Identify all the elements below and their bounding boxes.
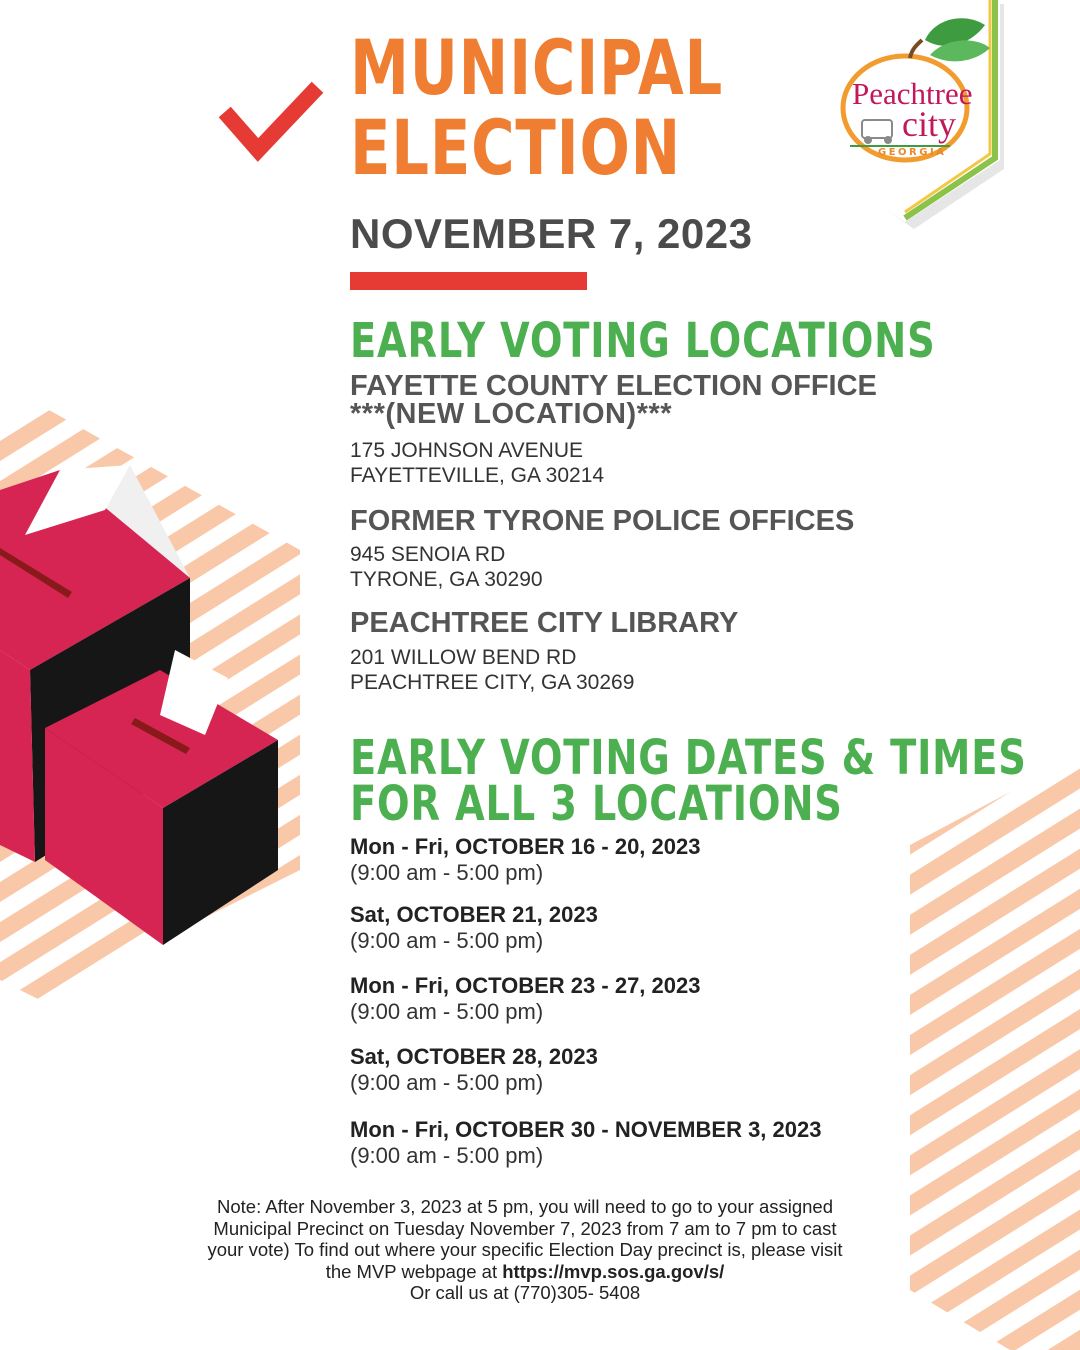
schedule-dates: Mon - Fri, OCTOBER 30 - NOVEMBER 3, 2023 (350, 1117, 822, 1142)
location-address-3 (350, 645, 634, 695)
footer-note (150, 1196, 900, 1304)
schedule-item (350, 973, 700, 1025)
address-line: FAYETTEVILLE, GA 30214 (350, 464, 605, 487)
logo-word-peachtree: Peachtree (852, 76, 973, 111)
location-name-2: FORMER TYRONE POLICE OFFICES (350, 505, 855, 537)
location-address-2 (350, 542, 543, 592)
schedule-dates: Sat, OCTOBER 28, 2023 (350, 1044, 598, 1069)
schedule-item (350, 834, 700, 886)
locations-heading: EARLY VOTING LOCATIONS (350, 313, 936, 369)
address-line: 201 WILLOW BEND RD (350, 646, 577, 669)
address-line: PEACHTREE CITY, GA 30269 (350, 671, 635, 694)
checkmark-icon (230, 93, 312, 150)
address-line: 175 JOHNSON AVENUE (350, 439, 584, 462)
address-line: TYRONE, GA 30290 (350, 568, 543, 591)
election-date: NOVEMBER 7, 2023 (350, 210, 753, 257)
note-link-prefix: the MVP webpage at (325, 1260, 503, 1282)
divider-bar (350, 272, 587, 290)
address-line: 945 SENOIA RD (350, 543, 506, 566)
title-line-2: ELECTION (350, 103, 682, 192)
schedule-item (350, 1044, 598, 1096)
schedule-dates: Sat, OCTOBER 21, 2023 (350, 902, 598, 927)
schedule-hours: (9:00 am - 5:00 pm) (350, 999, 544, 1024)
schedule-dates: Mon - Fri, OCTOBER 23 - 27, 2023 (350, 973, 701, 998)
location-note-new: ***(NEW LOCATION)*** (350, 398, 673, 430)
schedule-hours: (9:00 am - 5:00 pm) (350, 1143, 544, 1168)
location-address-1 (350, 438, 604, 488)
title-line-1: MUNICIPAL (350, 23, 724, 112)
schedule-heading-line-1: EARLY VOTING DATES & TIMES (350, 730, 1027, 786)
schedule-heading-line-2: FOR ALL 3 LOCATIONS (350, 776, 843, 832)
schedule-heading (350, 730, 1027, 832)
note-line (150, 1261, 900, 1283)
schedule-hours: (9:00 am - 5:00 pm) (350, 928, 544, 953)
schedule-item (350, 902, 598, 954)
location-name-3: PEACHTREE CITY LIBRARY (350, 607, 739, 639)
schedule-dates: Mon - Fri, OCTOBER 16 - 20, 2023 (350, 834, 701, 859)
page-title (350, 23, 724, 192)
logo-word-city: city (902, 104, 956, 144)
striped-hexagon-right (900, 740, 1080, 1350)
note-line: Municipal Precinct on Tuesday November 7, 2023 from 7 am to 7 pm to cast (213, 1217, 837, 1239)
note-line: Note: After November 3, 2023 at 5 pm, you will need to go to your assigned (217, 1196, 833, 1217)
location-name-1: FAYETTE COUNTY ELECTION OFFICE (350, 370, 877, 402)
logo-word-georgia: GEORGIA (878, 147, 947, 158)
schedule-item (350, 1117, 821, 1169)
note-line: your vote) To find out where your specific Election Day precinct is, please visit (207, 1239, 843, 1260)
mvp-link[interactable]: https://mvp.sos.ga.gov/s/ (502, 1260, 725, 1282)
note-phone: Or call us at (770)305- 5408 (409, 1282, 641, 1303)
schedule-hours: (9:00 am - 5:00 pm) (350, 860, 544, 885)
schedule-hours: (9:00 am - 5:00 pm) (350, 1070, 544, 1095)
